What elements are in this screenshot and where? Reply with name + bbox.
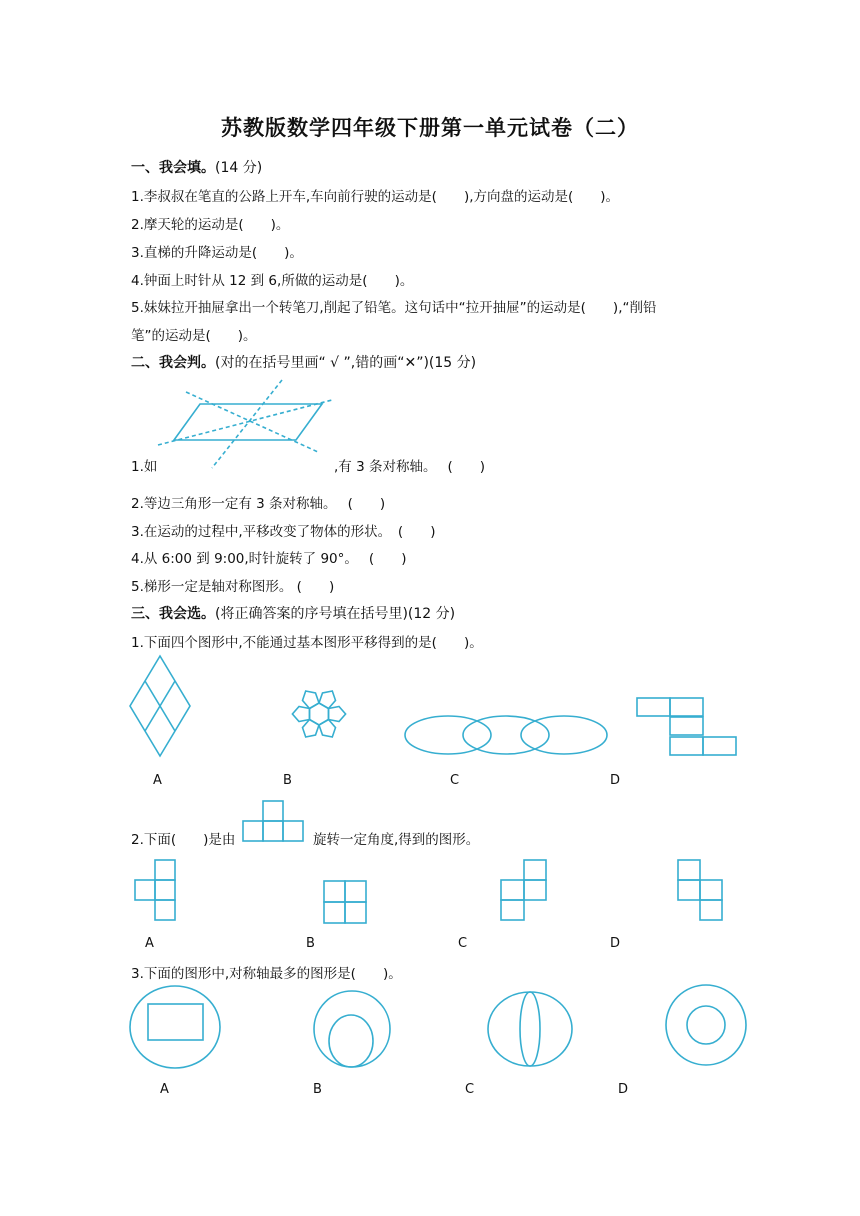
section3-q1: 1.下面四个图形中,不能通过基本图形平移得到的是( )。 xyxy=(131,635,483,651)
rectangle-steps-figure xyxy=(636,697,740,759)
section2-q4: 4.从 6:00 到 9:00,时针旋转了 90°。 ( ) xyxy=(131,551,407,567)
q2-option-a: A xyxy=(145,936,154,951)
flower-pentagon xyxy=(319,691,336,709)
section1-q4: 4.钟面上时针从 12 到 6,所做的运动是( )。 xyxy=(131,273,414,289)
q2-shape-b xyxy=(323,880,369,926)
circle-with-vertical-ellipse-figure xyxy=(486,990,576,1070)
flower-pentagon xyxy=(303,720,320,738)
section1-q3: 3.直梯的升降运动是( )。 xyxy=(131,245,303,261)
section3-q3: 3.下面的图形中,对称轴最多的图形是( )。 xyxy=(131,966,402,982)
section2-q3: 3.在运动的过程中,平移改变了物体的形状。 ( ) xyxy=(131,524,436,540)
q1-option-a: A xyxy=(153,773,162,788)
section1-heading: 一、我会填。(14 分) xyxy=(131,160,263,176)
concentric-circles-figure xyxy=(664,983,748,1067)
section1-q5-line1: 5.妹妹拉开抽屉拿出一个转笔刀,削起了铅笔。这句话中“拉开抽屉”的运动是( ),“削铅 xyxy=(131,300,657,316)
q3-option-b: B xyxy=(313,1082,322,1097)
section1-q2: 2.摩天轮的运动是( )。 xyxy=(131,217,290,233)
section3-q2-prefix: 2.下面( )是由 xyxy=(131,832,236,848)
flower-pentagon xyxy=(319,720,336,738)
base-square-shape xyxy=(242,800,306,842)
q2-option-d: D xyxy=(610,936,621,951)
q2-shape-c xyxy=(500,859,550,925)
section3-heading: 三、我会选。(将正确答案的序号填在括号里)(12 分) xyxy=(131,606,456,622)
q2-option-c: C xyxy=(458,936,468,951)
q1-option-d: D xyxy=(610,773,621,788)
q3-option-a: A xyxy=(160,1082,169,1097)
section1-q1: 1.李叔叔在笔直的公路上开车,车向前行驶的运动是( ),方向盘的运动是( )。 xyxy=(131,189,620,205)
q3-option-c: C xyxy=(465,1082,475,1097)
flower-pentagon xyxy=(292,707,309,722)
q1-option-c: C xyxy=(450,773,460,788)
three-ellipses-figure xyxy=(403,712,609,758)
section2-heading: 二、我会判。(对的在括号里画“ √ ”,错的画“✕”)(15 分) xyxy=(131,355,477,371)
q2-shape-d xyxy=(677,859,727,925)
flower-pentagon xyxy=(303,691,320,709)
q3-option-d: D xyxy=(618,1082,629,1097)
page-title: 苏教版数学四年级下册第一单元试卷（二） xyxy=(221,116,639,140)
circle-with-small-ellipse-figure xyxy=(311,990,393,1070)
flower-pentagon xyxy=(329,707,346,722)
section3-q2-suffix: 旋转一定角度,得到的图形。 xyxy=(313,832,480,848)
pentagon-flower-figure xyxy=(282,674,356,754)
q1-option-b: B xyxy=(283,773,292,788)
section2-q1-prefix: 1.如 xyxy=(131,459,158,475)
rhombus-grid-figure xyxy=(128,654,194,758)
q2-option-b: B xyxy=(306,936,315,951)
q2-shape-a xyxy=(134,859,178,925)
section2-q1-suffix: ,有 3 条对称轴。 ( ) xyxy=(334,459,486,475)
circle-with-rectangle-figure xyxy=(129,984,221,1070)
parallelogram-figure xyxy=(150,378,340,470)
section2-q5: 5.梯形一定是轴对称图形。 ( ) xyxy=(131,579,335,595)
section2-q2: 2.等边三角形一定有 3 条对称轴。 ( ) xyxy=(131,496,386,512)
section1-q5-line2: 笔”的运动是( )。 xyxy=(131,328,257,344)
